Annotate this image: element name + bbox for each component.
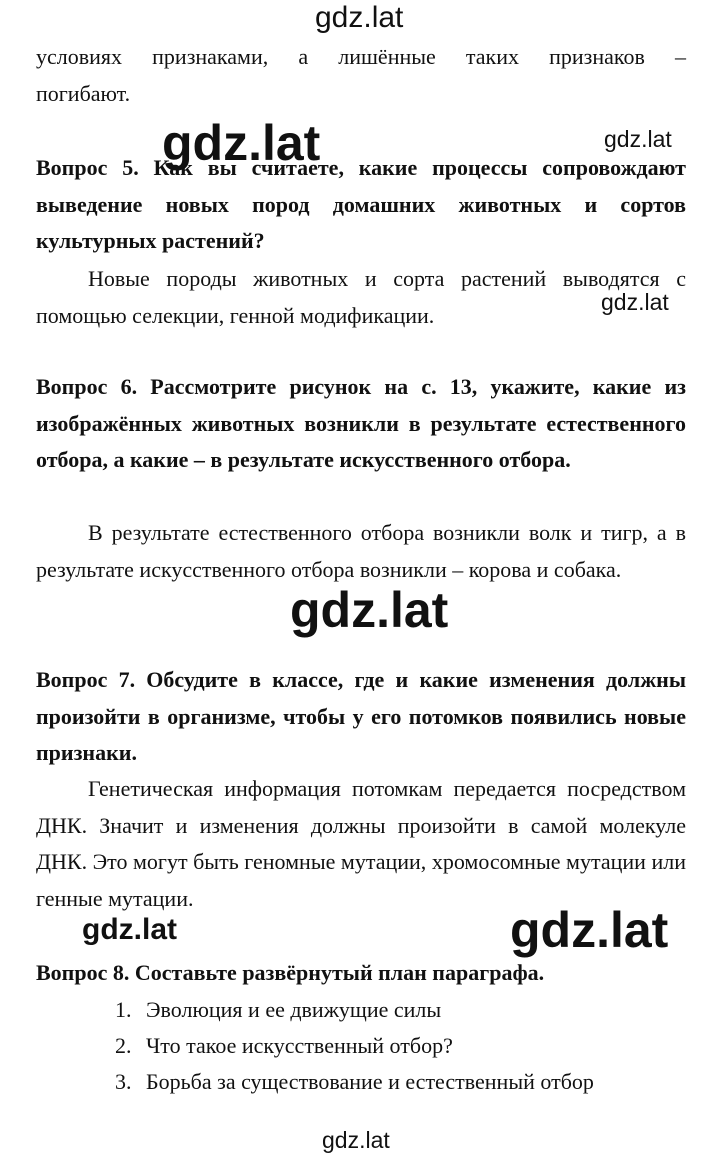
- plan-list: [115, 992, 594, 1100]
- watermark-top: gdz.lat: [315, 1, 404, 34]
- watermark-center: gdz.lat: [290, 582, 449, 638]
- plan-item: 2. Что такое искусственный отбор?: [115, 1033, 453, 1058]
- question-6: Вопрос 6. Рассмотрите рисунок на с. 13, укажите, какие из изображённых животных возникли в результате естественного отбора, а какие – в результате искусственного отбора.: [36, 374, 686, 472]
- intro-line-2: погибают.: [36, 81, 131, 106]
- watermark-small-right-1: gdz.lat: [604, 126, 672, 152]
- question-8: Вопрос 8. Составьте развёрнутый план параграфа.: [36, 960, 545, 985]
- watermark-big-right: gdz.lat: [510, 902, 669, 958]
- question-7: Вопрос 7. Обсудите в классе, где и какие изменения должны произойти в организме, чтобы у его потомков появились новые признаки.: [36, 667, 686, 765]
- plan-item: 1. Эволюция и ее движущие силы: [115, 997, 442, 1022]
- answer-6: В результате естественного отбора возникли волк и тигр, а в результате искусственного отбора возникли – корова и собака.: [36, 520, 686, 582]
- intro-line-1: условиях признаками, а лишённые таких признаков –: [36, 44, 686, 69]
- question-5: Вопрос 5. Как вы считаете, какие процессы сопровождают выведение новых пород домашних животных и сортов культурных растений?: [36, 155, 686, 253]
- watermark-mid-left: gdz.lat: [82, 913, 177, 946]
- plan-item: 3. Борьба за существование и естественный отбор: [115, 1069, 594, 1094]
- watermark-small-right-2: gdz.lat: [601, 289, 669, 315]
- watermark-bottom: gdz.lat: [322, 1127, 390, 1153]
- answer-7: Генетическая информация потомкам передается посредством ДНК. Значит и изменения должны произойти в самой молекуле ДНК. Это могут быть геномные мутации, хромосомные мутации или генные мутации.: [36, 776, 686, 911]
- answer-5: Новые породы животных и сорта растений выводятся с помощью селекции, генной модификации.: [36, 266, 686, 328]
- watermark-big-1: gdz.lat: [162, 115, 321, 171]
